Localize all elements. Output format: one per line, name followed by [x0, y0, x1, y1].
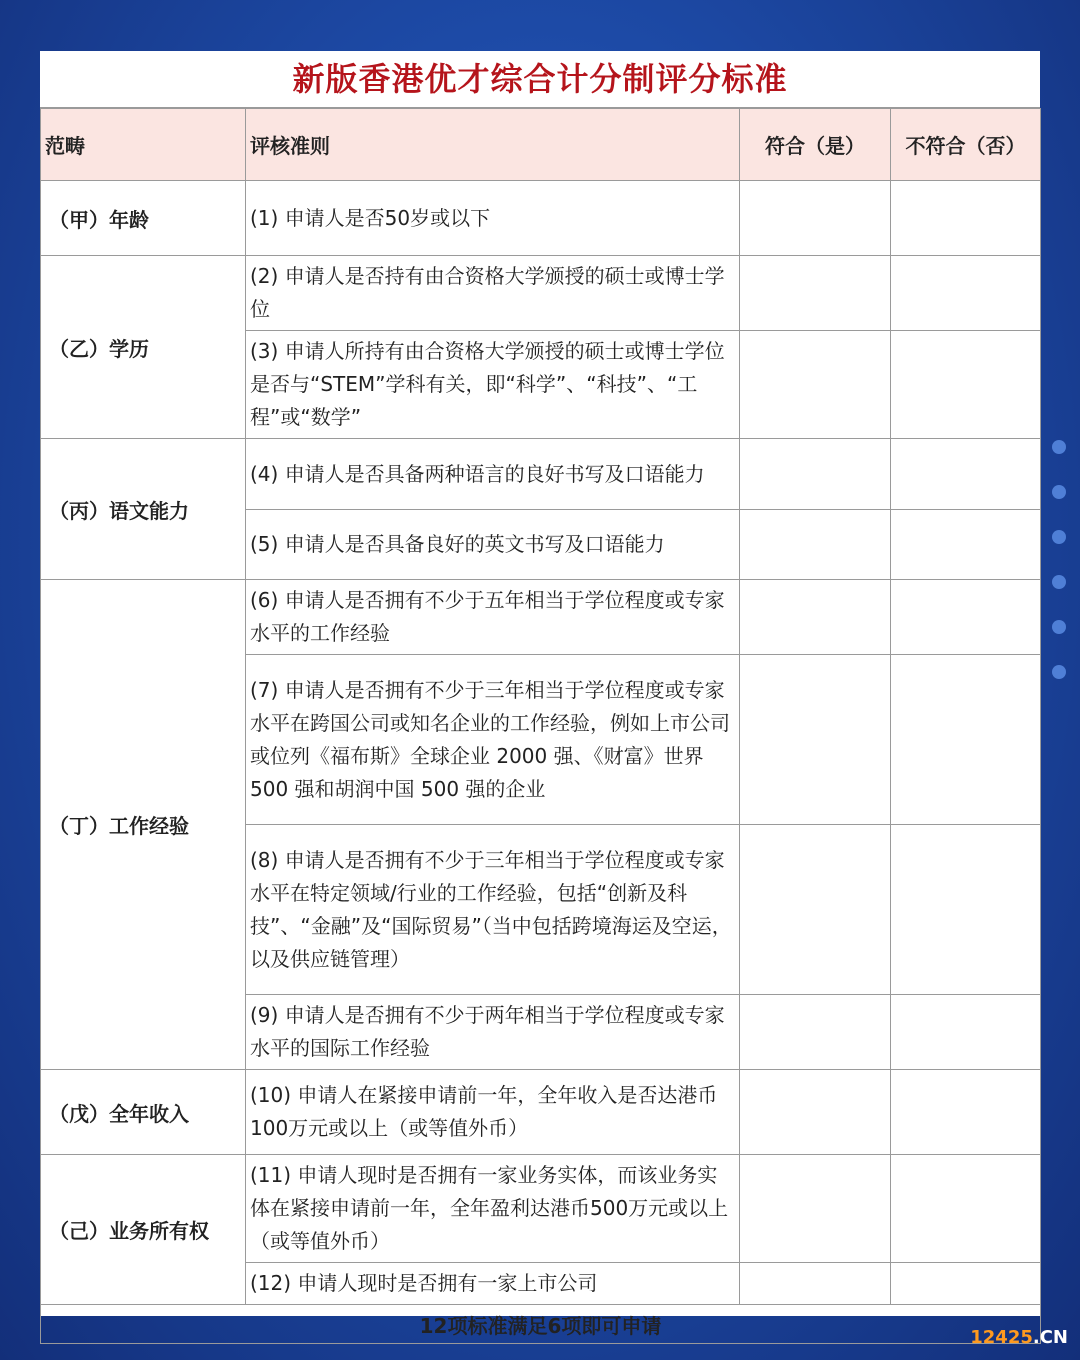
yes-cell-11[interactable]: [740, 1155, 891, 1263]
no-cell-1[interactable]: [891, 181, 1041, 256]
category-work: （丁）工作经验: [41, 580, 246, 1070]
criteria-card: [40, 51, 1040, 1338]
criterion-12: (12) 申请人现时是否拥有一家上市公司: [246, 1263, 740, 1305]
criterion-2: (2) 申请人是否持有由合资格大学颁授的硕士或博士学位: [246, 256, 740, 331]
yes-cell-9[interactable]: [740, 995, 891, 1070]
table-row: [41, 1070, 1041, 1155]
no-cell-11[interactable]: [891, 1155, 1041, 1263]
category-language: （丙）语文能力: [41, 439, 246, 580]
no-cell-8[interactable]: [891, 825, 1041, 995]
table-row: [41, 1155, 1041, 1263]
no-cell-5[interactable]: [891, 510, 1041, 580]
category-age: （甲）年龄: [41, 181, 246, 256]
yes-cell-1[interactable]: [740, 181, 891, 256]
header-criteria: 评核准则: [246, 109, 740, 181]
criterion-6: (6) 申请人是否拥有不少于五年相当于学位程度或专家水平的工作经验: [246, 580, 740, 655]
no-cell-4[interactable]: [891, 439, 1041, 510]
category-business: （己）业务所有权: [41, 1155, 246, 1305]
page-title: 新版香港优才综合计分制评分标准: [40, 51, 1040, 108]
criterion-10: (10) 申请人在紧接申请前一年，全年收入是否达港币100万元或以上（或等值外币）: [246, 1070, 740, 1155]
table-row: [41, 439, 1041, 510]
footer-row: [41, 1305, 1041, 1344]
criterion-1: (1) 申请人是否50岁或以下: [246, 181, 740, 256]
header-yes: 符合（是）: [740, 109, 891, 181]
no-cell-9[interactable]: [891, 995, 1041, 1070]
no-cell-2[interactable]: [891, 256, 1041, 331]
no-cell-10[interactable]: [891, 1070, 1041, 1155]
criterion-5: (5) 申请人是否具备良好的英文书写及口语能力: [246, 510, 740, 580]
yes-cell-2[interactable]: [740, 256, 891, 331]
no-cell-3[interactable]: [891, 331, 1041, 439]
yes-cell-10[interactable]: [740, 1070, 891, 1155]
yes-cell-6[interactable]: [740, 580, 891, 655]
yes-cell-3[interactable]: [740, 331, 891, 439]
category-education: （乙）学历: [41, 256, 246, 439]
no-cell-6[interactable]: [891, 580, 1041, 655]
yes-cell-5[interactable]: [740, 510, 891, 580]
yes-cell-4[interactable]: [740, 439, 891, 510]
category-income: （戊）全年收入: [41, 1070, 246, 1155]
header-category: 范畴: [41, 109, 246, 181]
table-row: [41, 580, 1041, 655]
criterion-3: (3) 申请人所持有由合资格大学颁授的硕士或博士学位是否与“STEM”学科有关，即“科学”、“科技”、“工程”或“数学”: [246, 331, 740, 439]
watermark-logo: 12425.CN: [970, 1327, 1068, 1348]
header-no: 不符合（否）: [891, 109, 1041, 181]
criterion-11: (11) 申请人现时是否拥有一家业务实体，而该业务实体在紧接申请前一年，全年盈利达港币500万元或以上（或等值外币）: [246, 1155, 740, 1263]
criterion-7: (7) 申请人是否拥有不少于三年相当于学位程度或专家水平在跨国公司或知名企业的工作经验，例如上市公司或位列《福布斯》全球企业 2000 强、《财富》世界 500 强和胡润中国 500 强的企业: [246, 655, 740, 825]
criteria-table: [40, 108, 1041, 1344]
table-row: [41, 181, 1041, 256]
footer-note: 12项标准满足6项即可申请: [41, 1305, 1041, 1344]
table-row: [41, 256, 1041, 331]
yes-cell-8[interactable]: [740, 825, 891, 995]
yes-cell-12[interactable]: [740, 1263, 891, 1305]
criterion-4: (4) 申请人是否具备两种语言的良好书写及口语能力: [246, 439, 740, 510]
no-cell-7[interactable]: [891, 655, 1041, 825]
decorative-dots: [1052, 440, 1072, 710]
table-header-row: [41, 109, 1041, 181]
yes-cell-7[interactable]: [740, 655, 891, 825]
no-cell-12[interactable]: [891, 1263, 1041, 1305]
criterion-9: (9) 申请人是否拥有不少于两年相当于学位程度或专家水平的国际工作经验: [246, 995, 740, 1070]
criterion-8: (8) 申请人是否拥有不少于三年相当于学位程度或专家水平在特定领域/行业的工作经验，包括“创新及科技”、“金融”及“国际贸易”（当中包括跨境海运及空运，以及供应链管理）: [246, 825, 740, 995]
